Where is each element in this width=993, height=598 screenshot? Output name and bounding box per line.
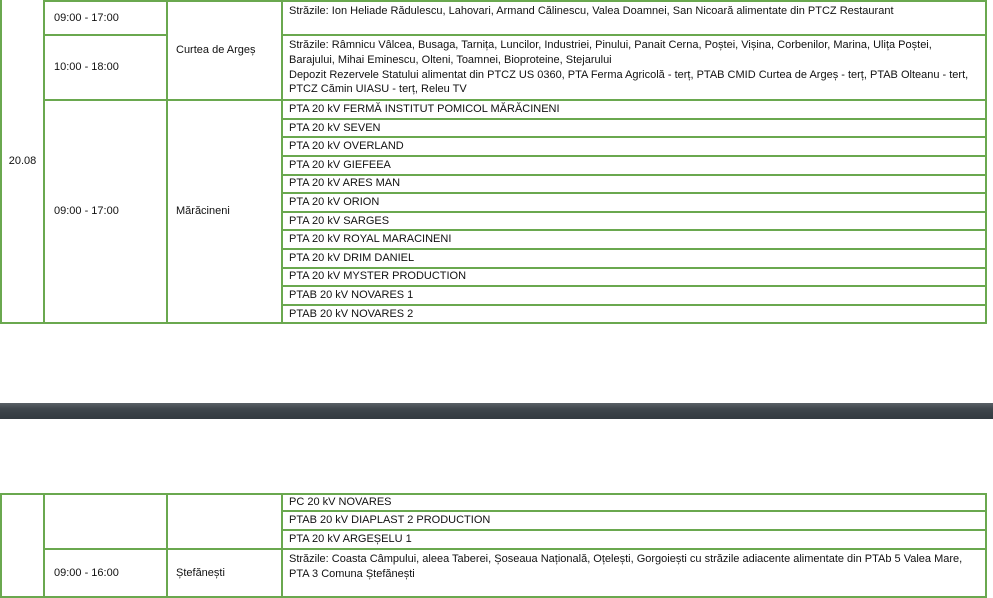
- time-cell-empty: [45, 493, 168, 550]
- details-cell: PTA 20 kV DRIM DANIEL: [283, 250, 987, 269]
- details-cell: PTA 20 kV SEVEN: [283, 120, 987, 139]
- location-cell-empty: [168, 493, 283, 550]
- details-streets: Străzile: Râmnicu Vâlcea, Busaga, Tarnița, Luncilor, Industriei, Pinului, Panait Cerna, Poștei, Vișina, Corbenilor, Marina, Ulița Poștei, Barajului, Mihai Eminescu, Olteni, Toamnei, Bioproteine, Stejarului: [289, 39, 932, 66]
- outage-row: [0, 101, 987, 120]
- details-cell: PTA 20 kV ARGEȘELU 1: [283, 531, 987, 550]
- page-separator-bar: [0, 403, 993, 419]
- outage-row: [0, 550, 987, 598]
- outage-row: [0, 0, 987, 36]
- details-cell: PTAB 20 kV NOVARES 1: [283, 287, 987, 306]
- details-cell: PTA 20 kV OVERLAND: [283, 138, 987, 157]
- time-cell: 10:00 - 18:00: [45, 36, 168, 101]
- time-cell: 09:00 - 17:00: [45, 0, 168, 36]
- location-cell: Curtea de Argeș: [168, 0, 283, 101]
- details-cell: PTA 20 kV FERMĂ INSTITUT POMICOL MĂRĂCINENI: [283, 101, 987, 120]
- details-cell: PTA 20 kV SARGES: [283, 213, 987, 232]
- date-cell-empty: [0, 493, 45, 598]
- details-cell: [283, 36, 987, 101]
- details-cell: Străzile: Coasta Câmpului, aleea Taberei, Șoseaua Națională, Oțelești, Gorgoiești cu străzile adiacente alimentate din PTAb 5 Valea Mare, PTA 3 Comuna Ștefănești: [283, 550, 987, 598]
- details-cell: PTA 20 kV ARES MAN: [283, 176, 987, 195]
- location-cell: Mărăcineni: [168, 101, 283, 324]
- details-cell: PTAB 20 kV NOVARES 2: [283, 306, 987, 325]
- details-stations: Depozit Rezervele Statului alimentat din PTCZ US 0360, PTA Ferma Agricolă - terț, PTAB CMID Curtea de Argeș - terț, PTAB Olteanu - tert, PTCZ Cămin UIASU - terț, Releu TV: [289, 68, 969, 96]
- outage-row: [0, 493, 987, 512]
- outage-table-page2: [0, 493, 987, 598]
- details-cell: PTA 20 kV ORION: [283, 194, 987, 213]
- details-cell: PTA 20 kV MYSTER PRODUCTION: [283, 269, 987, 288]
- date-cell: 20.08: [0, 0, 45, 324]
- details-cell: PTAB 20 kV DIAPLAST 2 PRODUCTION: [283, 512, 987, 531]
- time-cell: 09:00 - 16:00: [45, 550, 168, 598]
- details-cell: PTA 20 kV GIEFEEA: [283, 157, 987, 176]
- details-cell: Străzile: Ion Heliade Rădulescu, Lahovari, Armand Călinescu, Valea Doamnei, San Nicoară alimentate din PTCZ Restaurant: [283, 0, 987, 36]
- details-cell: PC 20 kV NOVARES: [283, 493, 987, 512]
- time-cell: 09:00 - 17:00: [45, 101, 168, 324]
- details-cell: PTA 20 kV ROYAL MARACINENI: [283, 231, 987, 250]
- outage-row: [0, 36, 987, 101]
- location-cell: Ștefănești: [168, 550, 283, 598]
